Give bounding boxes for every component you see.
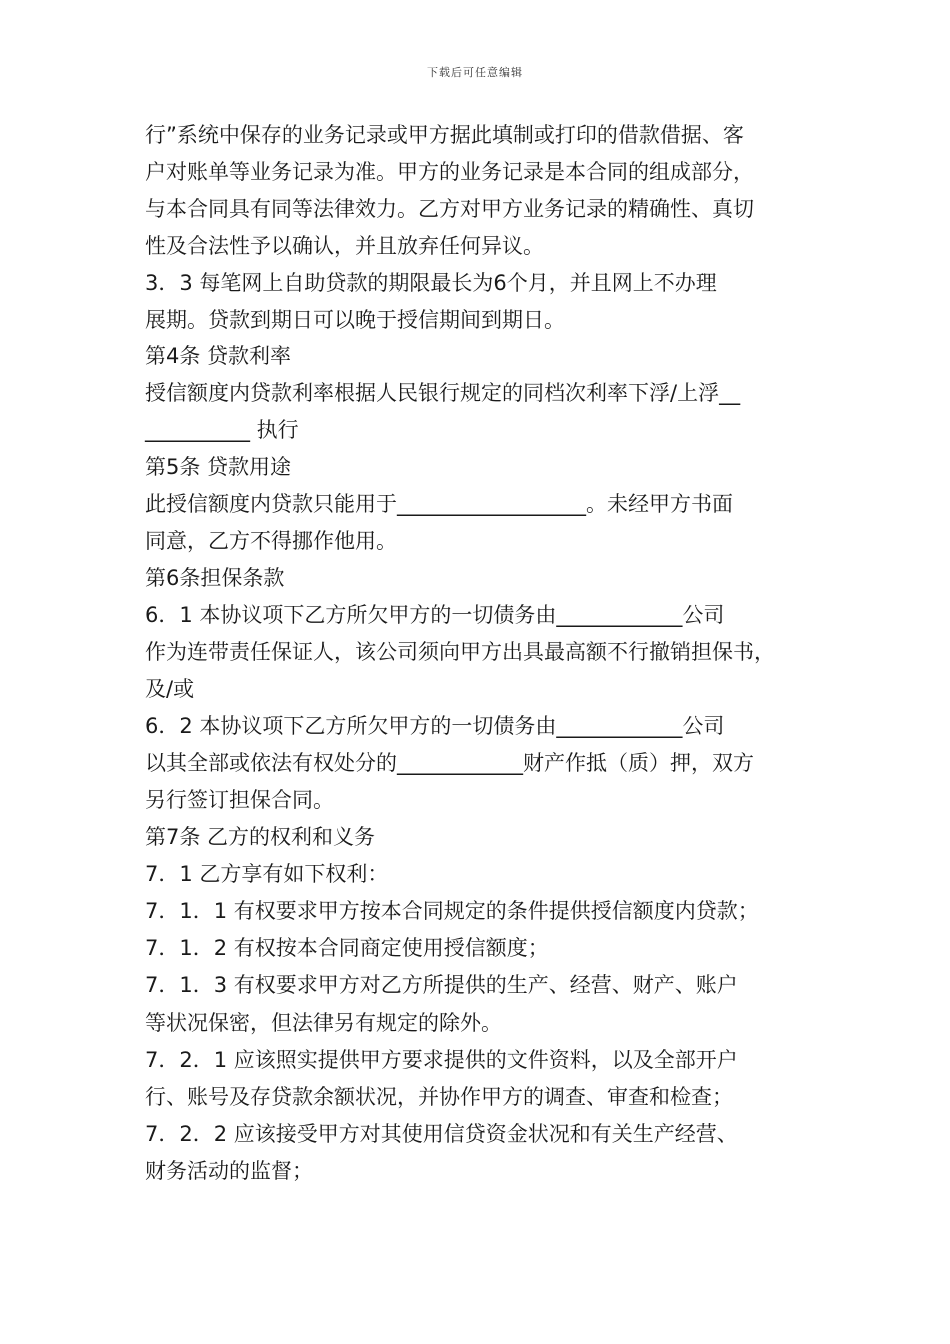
- body-line: 7．2．1 应该照实提供甲方要求提供的文件资料，以及全部开户: [145, 1048, 738, 1072]
- body-line: 等状况保密，但法律另有规定的除外。: [145, 1011, 502, 1035]
- body-line: 7．1．3 有权要求甲方对乙方所提供的生产、经营、财产、账户: [145, 973, 738, 997]
- body-line: 7．1．1 有权要求甲方按本合同规定的条件提供授信额度内贷款；: [145, 899, 759, 923]
- article-heading: 第7条 乙方的权利和义务: [145, 825, 376, 849]
- article-heading: 第6条担保条款: [145, 566, 285, 590]
- body-line: 性及合法性予以确认，并且放弃任何异议。: [145, 234, 544, 258]
- body-line: 3．3 每笔网上自助贷款的期限最长为6个月，并且网上不办理: [145, 271, 717, 295]
- body-line: 展期。贷款到期日可以晚于授信期间到期日。: [145, 308, 565, 332]
- article-heading: 第5条 贷款用途: [145, 455, 292, 479]
- article-heading: 第4条 贷款利率: [145, 344, 292, 368]
- body-line: 行、账号及存贷款余额状况，并协作甲方的调查、审查和检查；: [145, 1085, 733, 1109]
- body-line: 及/或: [145, 677, 195, 701]
- body-line: 以其全部或依法有权处分的____________财产作抵（质）押，双方: [145, 751, 754, 775]
- body-line: 7．1．2 有权按本合同商定使用授信额度；: [145, 936, 549, 960]
- body-line: 此授信额度内贷款只能用于__________________。未经甲方书面: [145, 492, 733, 516]
- body-line: 7．1 乙方享有如下权利：: [145, 862, 389, 886]
- body-line: 财务活动的监督；: [145, 1159, 313, 1183]
- body-line: 作为连带责任保证人，该公司须向甲方出具最高额不行撤销担保书，: [145, 640, 775, 664]
- body-line: 6．1 本协议项下乙方所欠甲方的一切债务由____________公司: [145, 603, 725, 627]
- body-line: 户对账单等业务记录为准。甲方的业务记录是本合同的组成部分，: [145, 160, 754, 184]
- body-line: 同意，乙方不得挪作他用。: [145, 529, 397, 553]
- page-header-note: 下载后可任意编辑: [427, 66, 523, 79]
- body-line: 另行签订担保合同。: [145, 788, 334, 812]
- body-line: 与本合同具有同等法律效力。乙方对甲方业务记录的精确性、真切: [145, 197, 754, 221]
- body-line: 行”系统中保存的业务记录或甲方据此填制或打印的借款借据、客: [145, 123, 744, 147]
- body-line: 授信额度内贷款利率根据人民银行规定的同档次利率下浮/上浮__: [145, 381, 741, 405]
- body-line: __________ 执行: [145, 418, 299, 442]
- body-line: 7．2．2 应该接受甲方对其使用信贷资金状况和有关生产经营、: [145, 1122, 738, 1146]
- body-line: 6．2 本协议项下乙方所欠甲方的一切债务由____________公司: [145, 714, 725, 738]
